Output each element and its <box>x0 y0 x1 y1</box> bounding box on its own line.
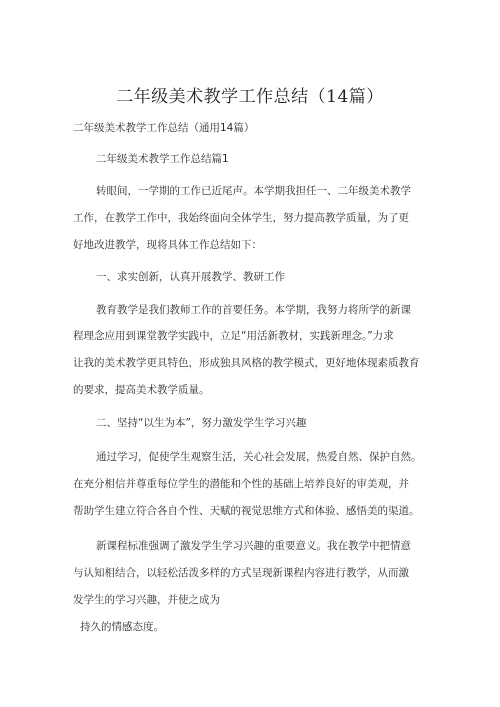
paragraph-line: 程理念应用到课堂教学实践中，立足“用活新教材，实践新理念。”力求 <box>73 330 394 342</box>
document-subtitle: 二年级美术教学工作总结（通用14篇） <box>73 122 255 134</box>
paragraph-line: 在充分相信并尊重每位学生的潜能和个性的基础上培养良好的审美观，并 <box>73 478 409 490</box>
paragraph-line: 帮助学生建立符合各自个性、天赋的视觉思维方式和体验、感悟美的渠道。 <box>73 505 420 517</box>
paragraph-line: 的要求，提高美术教学质量。 <box>73 384 210 396</box>
subheading: 一、求实创新，认真开展教学、教研工作 <box>96 271 285 283</box>
paragraph-line: 与认知相结合，以轻松活泼多样的方式呈现新课程内容进行教学，从而激 <box>73 567 409 579</box>
paragraph-line: 新课程标准强调了激发学生学习兴趣的重要意义。我在教学中把情意 <box>96 540 411 552</box>
paragraph-line: 工作，在教学工作中，我始终面向全体学生，努力提高教学质量，为了更 <box>73 212 409 224</box>
document-title: 二年级美术教学工作总结（14篇） <box>116 87 384 107</box>
paragraph-line: 持久的情感态度。 <box>80 621 164 633</box>
paragraph-line: 让我的美术教学更具特色，形成独具风格的教学模式，更好地体现素质教育 <box>73 357 420 369</box>
subheading: 二、坚持“以生为本”，努力激发学生学习兴趣 <box>96 417 307 429</box>
paragraph-line: 教育教学是我们教师工作的首要任务。本学期，我努力将所学的新课 <box>96 304 411 316</box>
section-heading: 二年级美术教学工作总结篇1 <box>96 153 229 165</box>
paragraph-line: 通过学习，促使学生观察生活，关心社会发展，热爱自然、保护自然。 <box>96 451 422 463</box>
paragraph-line: 好地改进教学，现将具体工作总结如下： <box>73 239 262 251</box>
paragraph-line: 转眼间，一学期的工作已近尾声。本学期我担任一、二年级美术教学 <box>96 185 411 197</box>
paragraph-line: 发学生的学习兴趣，并使之成为 <box>73 594 220 606</box>
